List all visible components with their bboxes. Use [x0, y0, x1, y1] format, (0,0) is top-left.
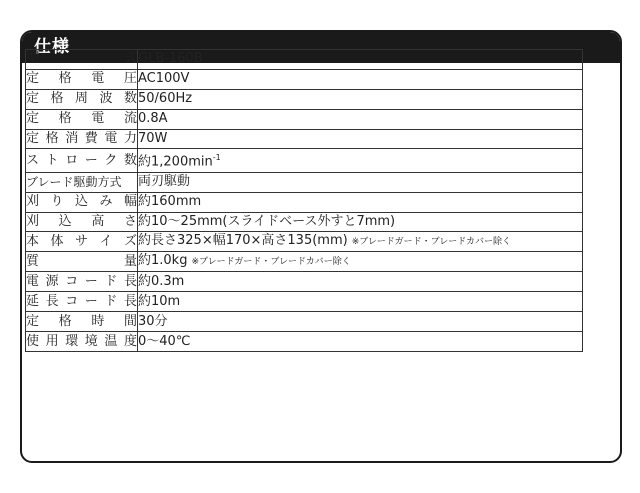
spec-value: 約長さ325×幅170×高さ135(mm): [138, 233, 348, 249]
spec-label-cell: [26, 89, 138, 109]
spec-row: [26, 89, 583, 109]
spec-row: [26, 192, 583, 212]
spec-value-cell: [138, 312, 583, 332]
spec-row: [26, 50, 583, 70]
spec-label-cell: [26, 172, 138, 192]
spec-value-cell: [138, 69, 583, 89]
spec-value-cell: [138, 149, 583, 172]
spec-label-cell: [26, 192, 138, 212]
spec-value-cell: [138, 129, 583, 149]
spec-value: 30分: [138, 313, 168, 329]
spec-value-cell: [138, 292, 583, 312]
spec-label-cell: [26, 272, 138, 292]
spec-label: 刈 り 込 み 幅: [26, 194, 137, 210]
spec-label: 定 格 周 波 数: [26, 91, 137, 107]
spec-value-cell: [138, 50, 583, 70]
spec-value-cell: [138, 232, 583, 252]
spec-label-cell: [26, 312, 138, 332]
spec-label: 電 源 コ ー ド 長: [26, 273, 137, 289]
spec-value: AC100V: [138, 71, 190, 87]
spec-value: 0～40℃: [138, 333, 191, 349]
spec-title: 仕様: [34, 37, 70, 57]
spec-label-cell: [26, 109, 138, 129]
spec-label-cell: [26, 69, 138, 89]
spec-note: ※ブレードガード・ブレードカバー除く: [351, 237, 511, 248]
spec-row: [26, 332, 583, 352]
spec-value: 50/60Hz: [138, 91, 193, 107]
spec-row: [26, 172, 583, 192]
spec-value: 約10～25mm(スライドベース外すと7mm): [138, 214, 396, 229]
spec-label: 使 用 環 境 温 度: [26, 333, 137, 349]
spec-label-cell: [26, 332, 138, 352]
spec-value: 両刃駆動: [138, 174, 191, 190]
spec-row: [26, 212, 583, 232]
spec-label-cell: [26, 292, 138, 312]
spec-value-cell: [138, 252, 583, 272]
spec-label: 延 長 コ ー ド 長: [26, 293, 137, 309]
spec-value-cell: [138, 109, 583, 129]
spec-label: 定 格 電 圧: [26, 71, 137, 87]
spec-label: 定 格 電 流: [26, 111, 137, 127]
spec-label: 刈 込 高 さ: [26, 214, 137, 229]
spec-value-cell: [138, 172, 583, 192]
spec-row: [26, 109, 583, 129]
spec-value-superscript: -1: [212, 153, 221, 163]
spec-value-cell: [138, 89, 583, 109]
spec-label: ブレード駆動方式: [26, 175, 122, 190]
spec-label: 型 式: [26, 51, 137, 67]
spec-row: [26, 292, 583, 312]
spec-value-cell: [138, 192, 583, 212]
spec-row: [26, 149, 583, 172]
spec-label-cell: [26, 232, 138, 252]
spec-label-cell: [26, 149, 138, 172]
spec-value: 約1.0kg: [138, 253, 188, 269]
spec-value-cell: [138, 332, 583, 352]
spec-note: ※ブレードガード・ブレードカバー除く: [191, 257, 351, 268]
spec-value: 約0.3m: [138, 273, 185, 289]
spec-label-cell: [26, 50, 138, 70]
spec-table: [25, 49, 583, 352]
spec-label: 本 体 サ イ ズ: [26, 233, 137, 249]
spec-label: ス ト ロ ー ク 数: [26, 152, 137, 168]
spec-value: 約160mm: [138, 194, 202, 210]
spec-row: [26, 129, 583, 149]
spec-value: 約1,200min: [138, 154, 213, 170]
spec-label: 定 格 消 費 電 力: [26, 131, 137, 146]
spec-row: [26, 272, 583, 292]
spec-value: 0.8A: [138, 111, 168, 127]
spec-label-cell: [26, 252, 138, 272]
spec-label-cell: [26, 212, 138, 232]
spec-row: [26, 69, 583, 89]
spec-value: GLB-160B: [138, 51, 203, 67]
spec-value: 約10m: [138, 293, 181, 309]
spec-value: 70W: [138, 131, 168, 146]
spec-row: [26, 232, 583, 252]
spec-label-cell: [26, 129, 138, 149]
spec-value-cell: [138, 212, 583, 232]
spec-label: 定 格 時 間: [26, 313, 137, 329]
spec-value-cell: [138, 272, 583, 292]
spec-label: 質 量: [26, 253, 137, 269]
spec-row: [26, 252, 583, 272]
spec-row: [26, 312, 583, 332]
